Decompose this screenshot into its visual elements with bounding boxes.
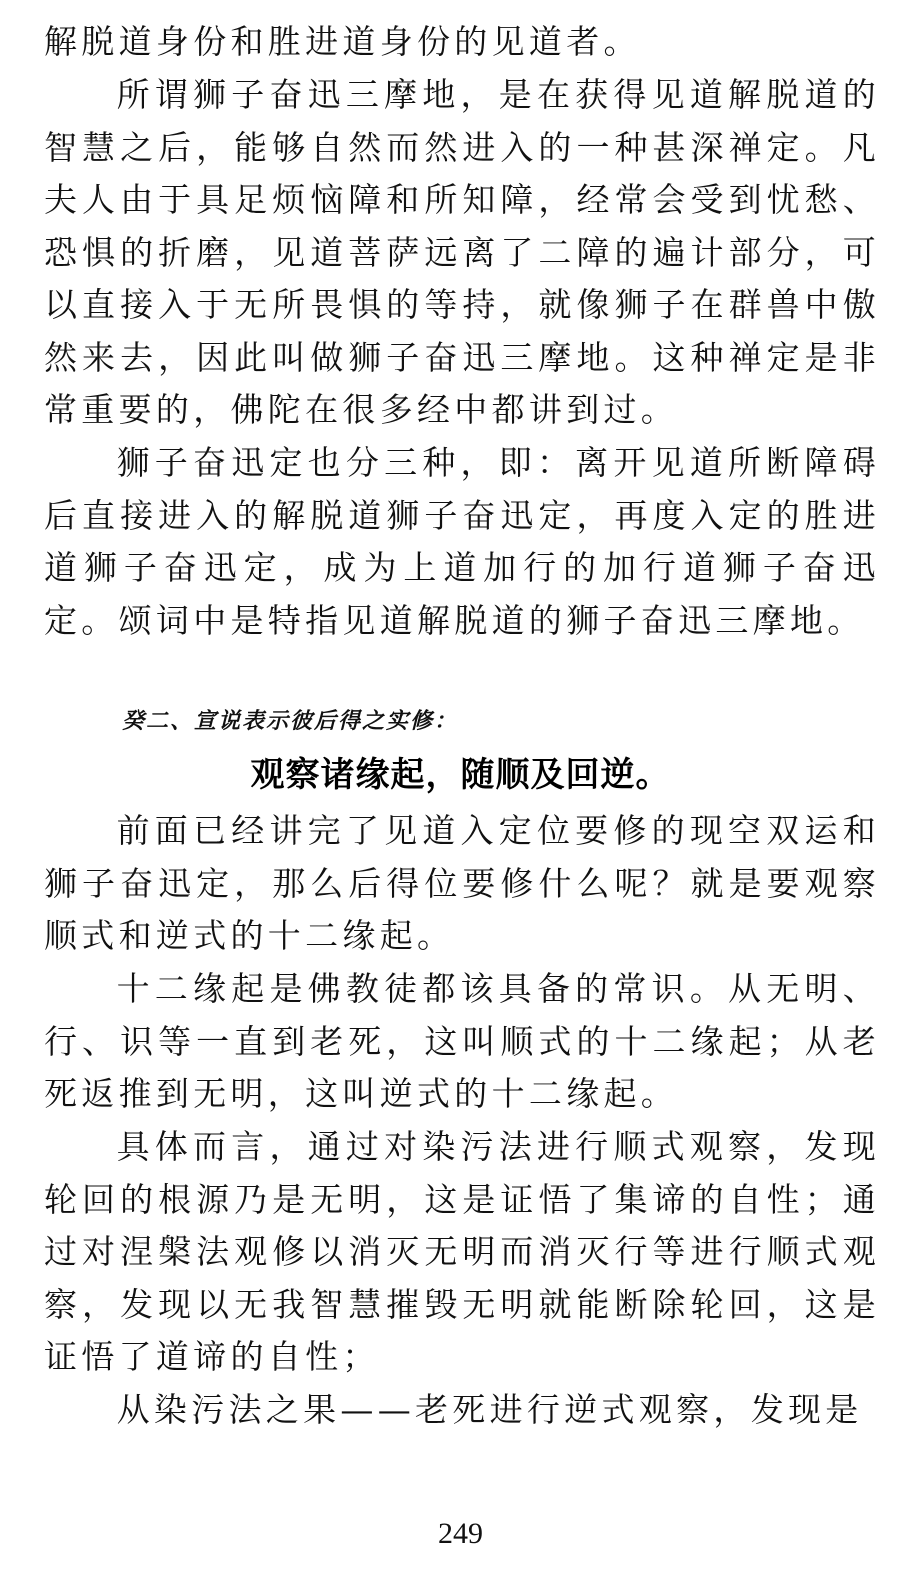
- paragraph-forward-observation: 具体而言，通过对染污法进行顺式观察，发现轮回的根源乃是无明，这是证悟了集谛的自性；通过对涅槃法观修以消灭无明而消灭行等进行顺式观察，发现以无我智慧摧毁无明就能断除轮回，这是证悟了道谛的自性；: [44, 1127, 880, 1376]
- paragraph-twelve-links: 十二缘起是佛教徒都该具备的常识。从无明、行、识等一直到老死，这叫顺式的十二缘起；从老死返推到无明，这叫逆式的十二缘起。: [44, 969, 880, 1113]
- paragraph-reverse-observation: 从染污法之果——老死进行逆式观察，发现是: [116, 1390, 863, 1429]
- paragraph-post-attainment-practice: 前面已经讲完了见道入定位要修的现空双运和狮子奋迅定，那么后得位要修什么呢？就是要观察顺式和逆式的十二缘起。: [44, 811, 880, 955]
- page-number: 249: [438, 1517, 483, 1550]
- section-subheading: 癸二、宣说表示彼后得之实修：: [122, 709, 459, 734]
- verse-heading: 观察诸缘起，随顺及回逆。: [250, 755, 671, 795]
- paragraph-continuation: 解脱道身份和胜进道身份的见道者。: [44, 22, 641, 61]
- paragraph-lion-samadhi-types: 狮子奋迅定也分三种，即：离开见道所断障碍后直接进入的解脱道狮子奋迅定，再度入定的胜进道狮子奋迅定，成为上道加行的加行道狮子奋迅定。颂词中是特指见道解脱道的狮子奋迅三摩地。: [44, 443, 880, 640]
- paragraph-lion-samadhi-definition: 所谓狮子奋迅三摩地，是在获得见道解脱道的智慧之后，能够自然而然进入的一种甚深禅定。凡夫人由于具足烦恼障和所知障，经常会受到忧愁、恐惧的折磨，见道菩萨远离了二障的遍计部分，可以直接入于无所畏惧的等持，就像狮子在群兽中傲然来去，因此叫做狮子奋迅三摩地。这种禅定是非常重要的，佛陀在很多经中都讲到过。: [44, 75, 880, 429]
